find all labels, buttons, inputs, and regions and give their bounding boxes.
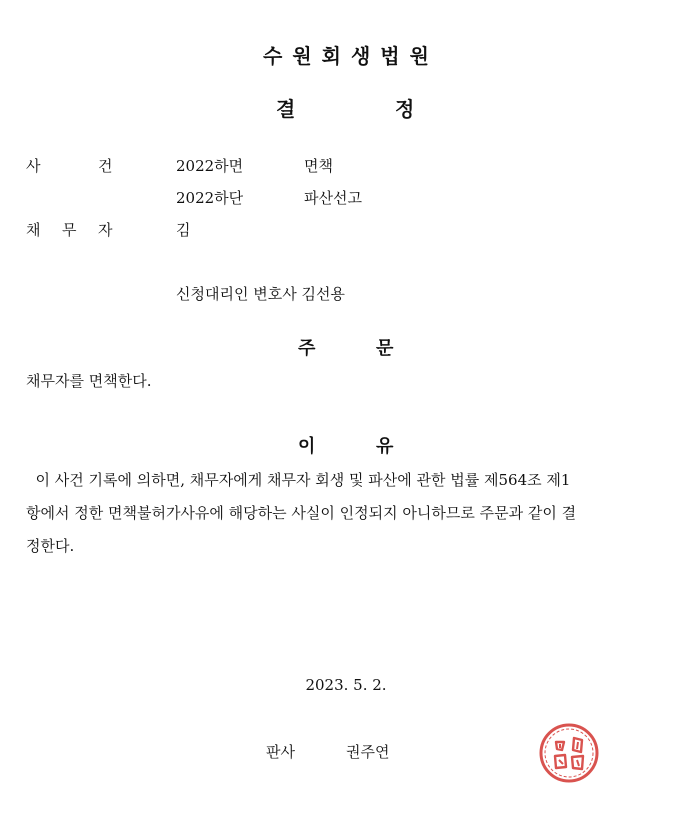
case-name-1: 면책 xyxy=(304,157,333,175)
judge-seal-icon xyxy=(538,722,600,784)
doc-type-right: 정 xyxy=(395,97,415,121)
case-name-2: 파산선고 xyxy=(304,189,362,207)
order-heading-right: 문 xyxy=(376,338,394,359)
label-case-2: 건 xyxy=(98,157,113,175)
debtor-name: 김 xyxy=(176,221,191,239)
case-number-2: 2022하단 xyxy=(176,189,244,207)
judge-title: 판사 xyxy=(266,743,295,761)
case-number-1: 2022하면 xyxy=(176,157,244,175)
doc-type-left: 결 xyxy=(276,97,296,121)
reason-heading-right: 유 xyxy=(376,436,394,457)
applicant-agent: 신청대리인 변호사 김선용 xyxy=(176,285,345,303)
label-debtor-1: 채 xyxy=(26,221,41,239)
reason-line-2: 항에서 정한 면책불허가사유에 해당하는 사실이 인정되지 아니하므로 주문과 같이 결 xyxy=(26,504,577,522)
judge-name: 권주연 xyxy=(346,743,390,761)
reason-heading-left: 이 xyxy=(298,436,316,457)
label-debtor-3: 자 xyxy=(98,221,113,239)
reason-line-3: 정한다. xyxy=(26,537,75,555)
order-text: 채무자를 면책한다. xyxy=(26,372,152,390)
label-debtor-2: 무 xyxy=(62,221,77,239)
decision-date: 2023. 5. 2. xyxy=(305,676,387,694)
label-case-1: 사 xyxy=(26,157,41,175)
reason-line-1: 이 사건 기록에 의하면, 채무자에게 채무자 회생 및 파산에 관한 법률 제564조 제1 xyxy=(26,471,571,489)
court-name: 수원회생법원 xyxy=(263,44,439,68)
order-heading-left: 주 xyxy=(298,338,316,359)
